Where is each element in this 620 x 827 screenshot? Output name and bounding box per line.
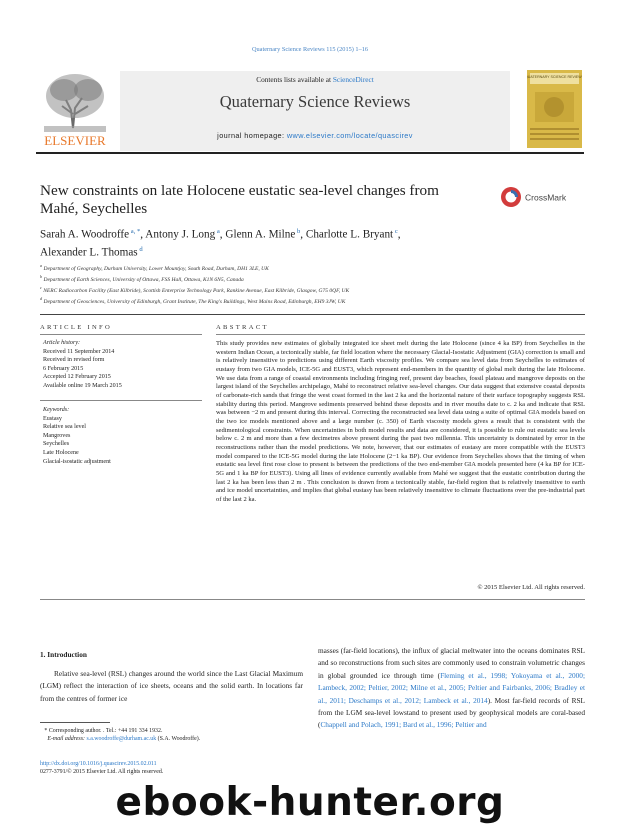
citation-link[interactable]: Fleming et al., 1998; Yokoyama et al., 2000; Lambeck, 2002; Peltier, 2002; Milne et al., 2005; Peltier and Fairbanks, 2006; Bradley et al., 2011; Deschamps et al., 2012; Lambeck et al., 2014 — [318, 670, 585, 705]
journal-title: Quaternary Science Reviews — [219, 92, 411, 111]
affiliation-item: $^a$ Department of Geography, Durham University, Lower Mountjoy, South Road, Durham, DH1 3LE, UK — [40, 263, 269, 272]
affiliation-item: $^d$ Department of Geosciences, University of Edinburgh, Grant Institute, The King's Buildings, West Mains Road, Edinburgh, EH9 3JW, UK — [40, 296, 346, 305]
keywords-heading: Keywords: — [43, 407, 70, 413]
journal-homepage-link[interactable]: www.elsevier.com/locate/quascirev — [286, 131, 413, 140]
author-affiliation-marker[interactable]: b — [296, 228, 301, 235]
doi-link[interactable]: http://dx.doi.org/10.1016/j.quascirev.2015.02.011 — [40, 761, 157, 767]
header-divider — [36, 152, 584, 154]
abstract-divider — [216, 334, 585, 335]
author-name[interactable]: Charlotte L. Bryant — [305, 228, 394, 241]
keyword-item[interactable]: Glacial-isostatic adjustment — [43, 458, 111, 465]
issn-line: 0277-3791/© 2015 Elsevier Ltd. All rights reserved. — [40, 769, 164, 776]
intro-paragraph-right — [318, 645, 585, 732]
abstract-text: This study provides new estimates of globally integrated ice sheet melt during the late Holocene (since 4 ka BP) from Seychelles in the western Indian Ocean, a tectonically stable, far field location where the necessary Glacial-Isostatic Adjustment (GIA) correction is small and is relatively insensitive to predictions using different Earth viscosity profiles. We compare sea level data from Seychelles to estimates of eustasy from two GIA models, ICE-5G and EUST3, which represent end-members in the quantity of global melt during the late Holocene. We use data from a range of coastal environments including fringing reef, present day beaches, fossil plateau and mangrove deposits on the largest island of the Seychelles archipelago, Mahé to reconstruct relative sea-level changes. Our data suggest that extensive coastal deposits of carbonate-rich sands that fringe the west coast formed in the last 2 ka and the horizontal nature of their surface topography suggests RSL stability during this period. Mangrove sediments preserved behind these deposits and in river mouths date to c. 2 ka and indicate that RSL was between −2 m and present during this interval. Correcting the reconstructed sea level data using a suite of optimal GIA models based on the two ice models mentioned above and a large number (c. 350) of Earth viscosity models gives a result that is consistent with the sedimentological constraints. When uncertainties in both model results and data are considered, it is possible to rule out eustatic sea levels below c. 2 m and more than a few decimetres above present during the past two millennia. This uncertainty is dominated by error in the reconstructions rather than the model predictions. We note, however, that our estimates of eustasy are more compatible with the EUST3 model compared to the ICE-5G model during the late Holocene (2−1 ka BP). Our evidence from Seychelles shows that the timing of when eustatic sea level first rose close to present is between the predictions of the two end-member GIA models presented here (4 ka BP for ICE-5G and 1 ka BP for EUST3). Using all lines of evidence currently available from Mahé we suggest that the eustatic contribution during the last 2 ka has been less than 2 m . This conclusion is drawn from a tectonically stable, far-field region that is relatively insensitive to earth and ice model uncertainties, and implies that global eustasy has been relatively insensitive to climate fluctuations over the pre-industrial part of the last 2 ka. — [216, 340, 585, 504]
sciencedirect-link[interactable]: ScienceDirect — [332, 75, 374, 84]
author-separator: , — [397, 228, 401, 241]
abstract-copyright: © 2015 Elsevier Ltd. All rights reserved. — [477, 584, 585, 591]
elsevier-tree-icon — [38, 70, 112, 148]
section-heading-introduction: 1. Introduction — [40, 650, 87, 659]
article-history-heading: Article history: — [43, 340, 81, 346]
author-name[interactable]: Sarah A. Woodroffe — [40, 228, 130, 241]
keywords-divider — [40, 400, 202, 401]
article-divider — [40, 314, 585, 315]
history-item: Received 11 September 2014 — [43, 348, 115, 355]
keyword-item[interactable]: Relative sea level — [43, 424, 86, 431]
intro-text: masses (far-field locations), the influx of glacial meltwater into the oceans dominates RSL and so reconstructions from such sites are commonly used to constrain volumetric changes in global grounded ice through time ( — [318, 646, 585, 680]
elsevier-wordmark: ELSEVIER — [44, 133, 106, 148]
history-item: Received in revised form — [43, 357, 105, 364]
author-affiliation-marker[interactable]: a, * — [130, 228, 141, 235]
author-list — [40, 225, 510, 260]
author-affiliation-marker[interactable]: c — [394, 228, 398, 235]
affiliation-item: $^c$ NERC Radiocarbon Facility (East Kilbride), Scottish Enterprise Technology Park, Rankine Avenue, East Kilbride, Glasgow, G75 0QF, UK — [40, 285, 350, 294]
keyword-item[interactable]: Late Holocene — [43, 449, 79, 456]
contents-line — [120, 75, 510, 84]
history-item: Accepted 12 February 2015 — [43, 374, 111, 381]
history-item: Available online 19 March 2015 — [43, 382, 122, 389]
contents-prefix: Contents lists available at — [256, 75, 333, 84]
history-item: 6 February 2015 — [43, 365, 84, 372]
journal-cover-thumbnail[interactable] — [527, 70, 582, 148]
corresponding-author-footnote — [40, 727, 303, 744]
article-info-divider — [40, 334, 202, 335]
author-affiliation-marker[interactable]: a — [216, 228, 220, 235]
article-info-heading: ARTICLE INFO — [40, 324, 113, 331]
email-line: E-mail address: s.a.woodroffe@durham.ac.uk (S.A. Woodroffe). — [47, 736, 201, 743]
crossmark-badge[interactable] — [500, 186, 584, 208]
keyword-item[interactable]: Mangroves — [43, 432, 71, 439]
article-title — [40, 182, 490, 218]
article-history — [43, 339, 203, 391]
intro-text: ). Most far-field records of RSL from the LGM sea-level lowstand to present used by geophysical models are coral-based ( — [318, 695, 585, 730]
footnote-divider — [40, 722, 110, 723]
journal-reference[interactable]: Quaternary Science Reviews 115 (2015) 1–16 — [251, 46, 369, 53]
author-separator: , — [140, 228, 146, 241]
watermark-text: ebook-hunter.org — [115, 780, 505, 825]
author-name[interactable]: Glenn A. Milne — [225, 228, 296, 241]
crossmark-label: CrossMark — [525, 192, 567, 203]
author-email-link[interactable]: s.a.woodroffe@durham.ac.uk — [86, 736, 157, 743]
article-title-line-2: Mahé, Seychelles — [40, 200, 148, 217]
affiliation-item: $^b$ Department of Earth Sciences, University of Ottawa, FSS Hall, Ottawa, K1N 6N5, Canada — [40, 274, 244, 283]
keyword-item[interactable]: Seychelles — [43, 441, 70, 448]
author-name[interactable]: Antony J. Long — [145, 228, 216, 241]
elsevier-logo[interactable] — [38, 70, 112, 148]
affiliation-list — [40, 262, 580, 306]
abstract-end-divider — [40, 599, 585, 600]
author-separator: , — [219, 228, 226, 241]
cover-title: QUATERNARY SCIENCE REVIEWS — [527, 75, 582, 79]
keyword-item[interactable]: Eustasy — [43, 415, 62, 422]
homepage-prefix: journal homepage: — [217, 131, 287, 140]
author-name[interactable]: Alexander L. Thomas — [40, 246, 138, 259]
author-affiliation-marker[interactable]: d — [139, 245, 143, 253]
citation-link[interactable]: Chappell and Polach, 1991; Bard et al., 1996; Peltier and — [320, 720, 487, 730]
corresponding-author-line: * Corresponding author. . Tel.: +44 191 334 1932. — [40, 728, 163, 734]
journal-homepage-line — [120, 131, 510, 140]
author-separator: , — [300, 228, 306, 241]
abstract-heading: ABSTRACT — [216, 324, 269, 331]
keywords-list — [43, 406, 203, 466]
doi-block — [40, 760, 303, 777]
intro-paragraph-left: Relative sea-level (RSL) changes around the world since the Last Glacial Maximum (LGM) reflect the interaction of ice sheets, oceans and the solid earth. In locations far from the centres of former ice — [40, 669, 303, 703]
article-title-line-1: New constraints on late Holocene eustatic sea-level changes from — [40, 182, 439, 199]
